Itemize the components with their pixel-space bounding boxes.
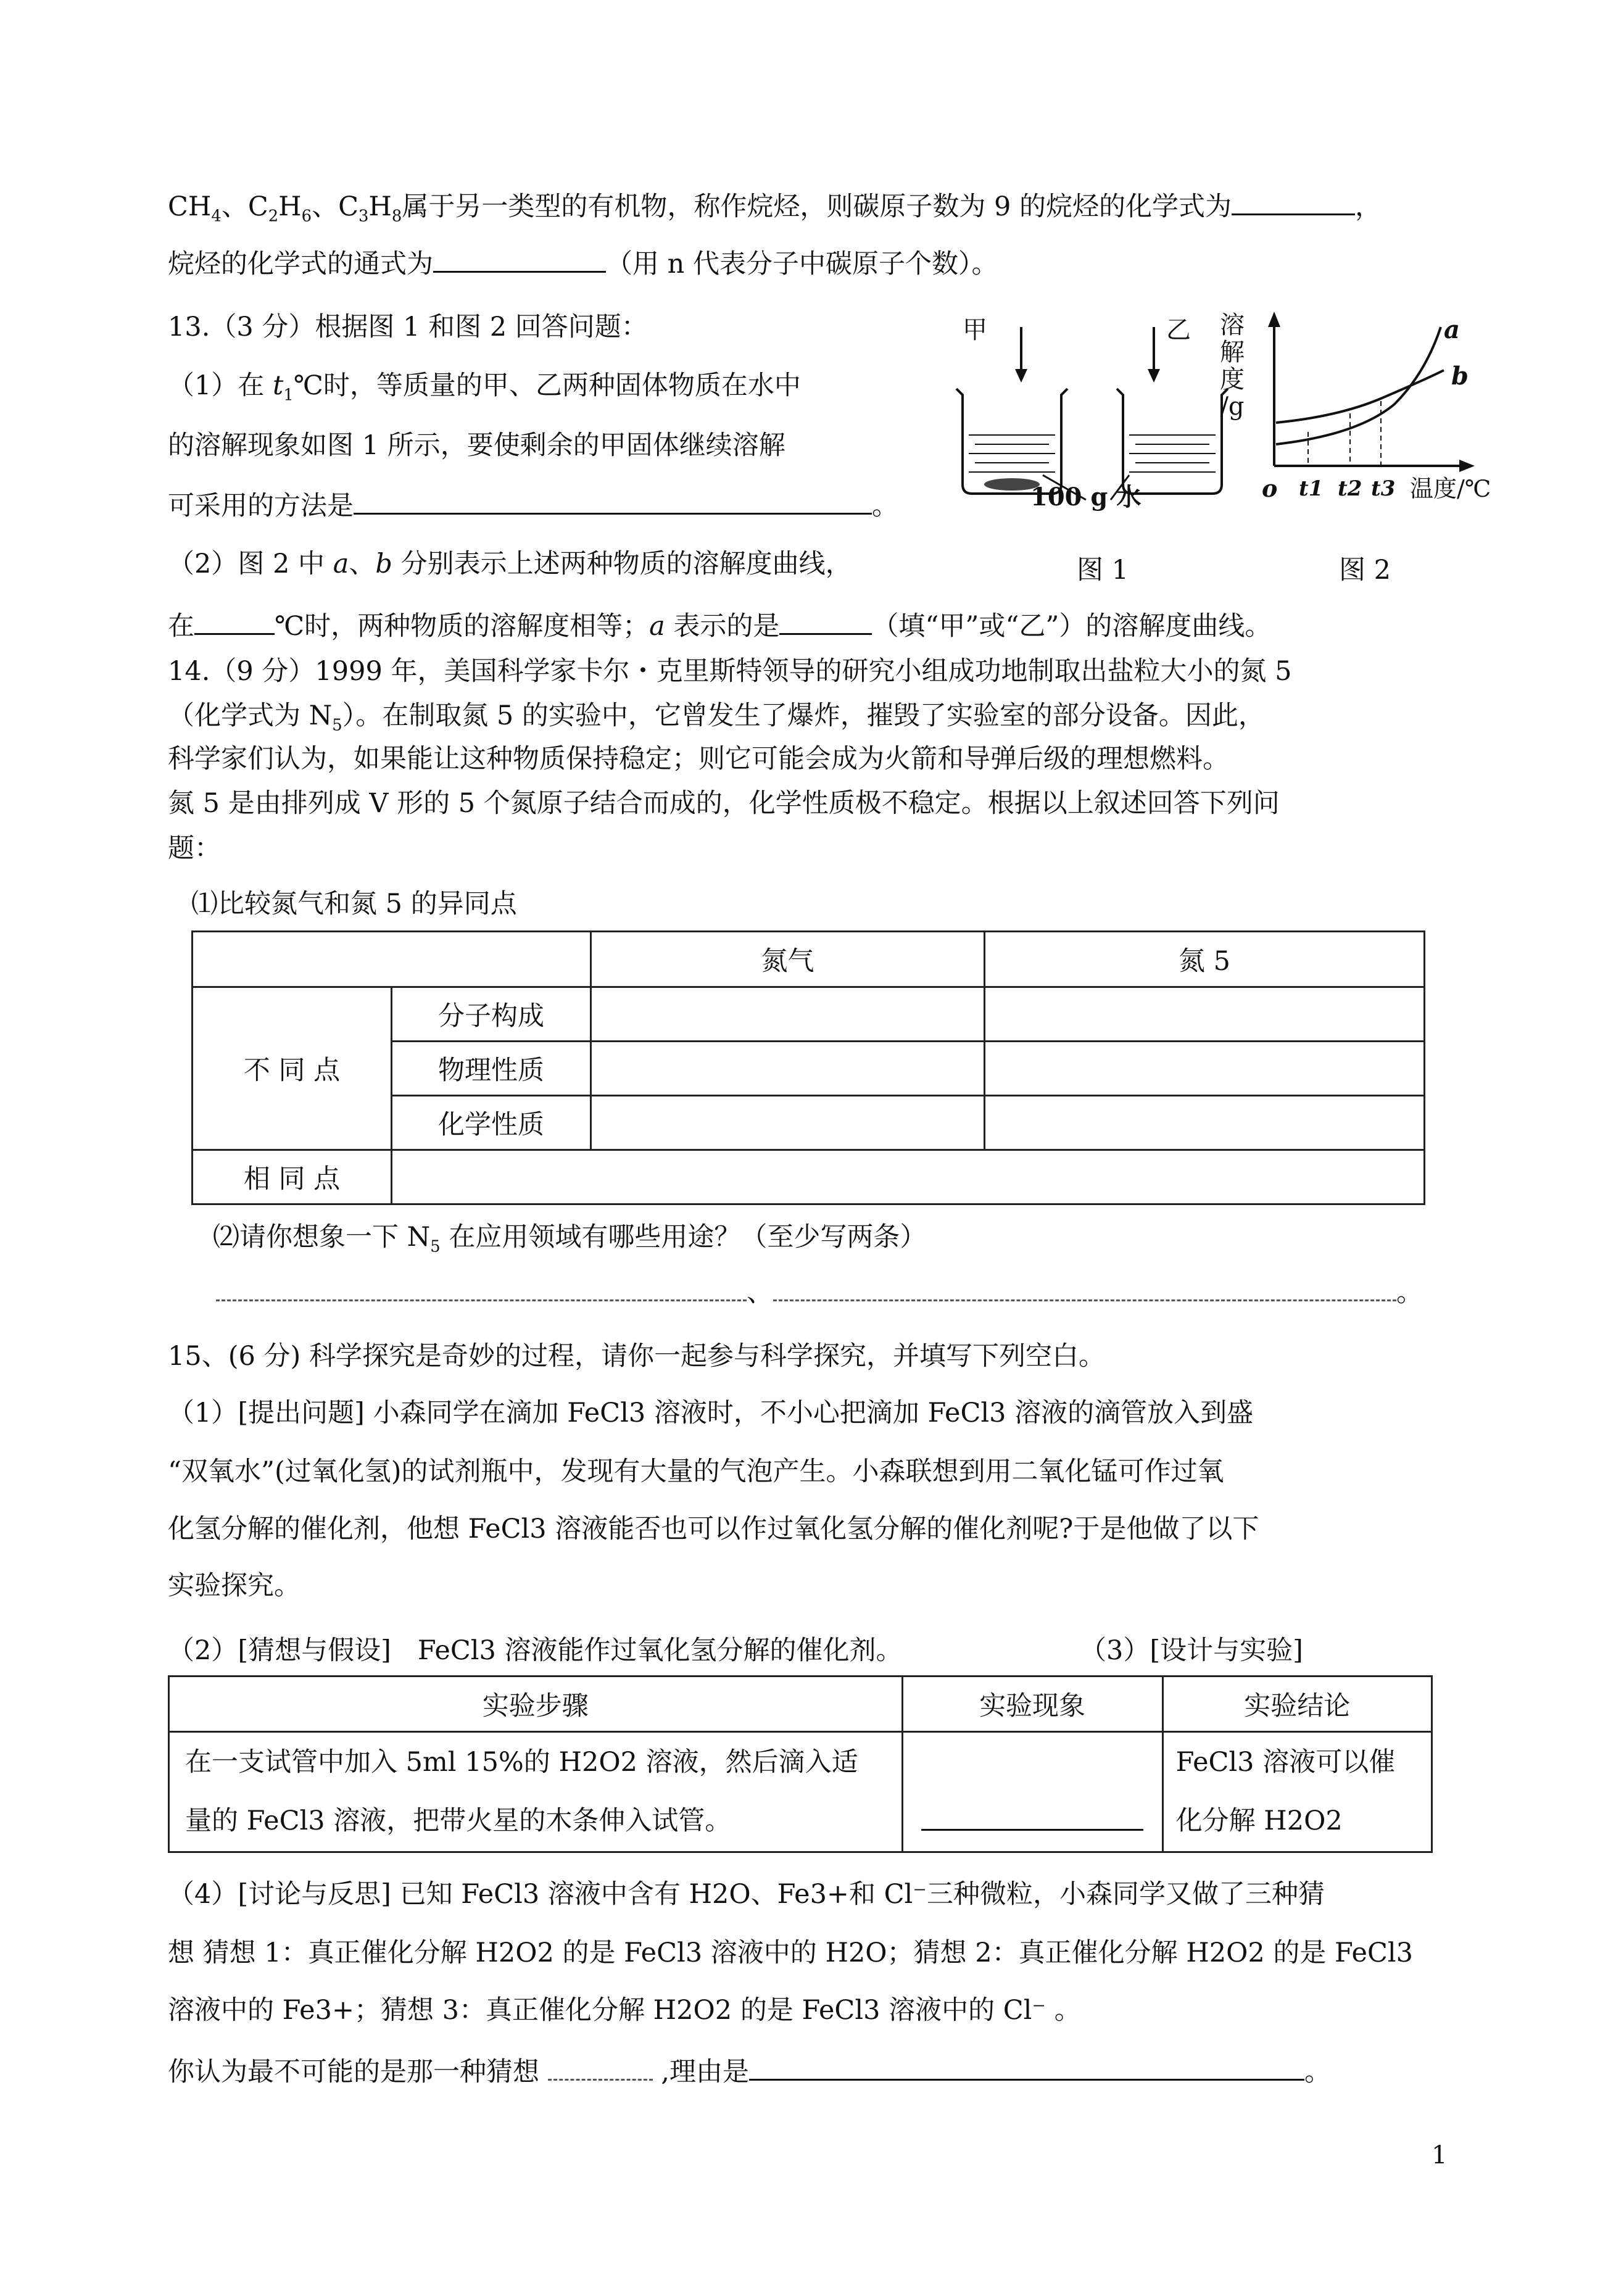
ylabel-char: 溶 [1220,311,1245,339]
q15-p9 [168,2054,1331,2091]
header-steps: 实验步骤 [169,1676,903,1732]
cell-conclusion [1162,1732,1432,1852]
q15-p3: 化氢分解的催化剂，他想 FeCl3 溶液能否也可以作过氧化氢分解的催化剂呢?于是他做了以下 [168,1514,1259,1544]
text: 在应用领域有哪些用途？（至少写两条） [440,1222,927,1253]
q15-p7: 想 猜想 1：真正催化分解 H2O2 的是 FeCl3 溶液中的 H2O；猜想 2：真正催化分解 H2O2 的是 FeCl3 [168,1938,1413,1968]
text: 。 [872,491,898,521]
text: H [368,191,392,222]
text: 。 [1396,1277,1423,1308]
step-line: 在一支试管中加入 5ml 15%的 H2O2 溶液，然后滴入适 [185,1747,858,1778]
experiment-table [168,1675,1433,1853]
n2-n5-comparison-table [191,930,1425,1205]
row-label-molecular: 分子构成 [392,987,591,1042]
italic-a: a [649,611,665,642]
cell-n5-chemical[interactable] [985,1096,1425,1150]
caption-figure-1: 图 1 [1077,555,1129,586]
text: 、C [221,191,268,222]
answer-blank-phenomenon[interactable] [921,1823,1143,1831]
text: 分别表示上述两种物质的溶解度曲线， [392,549,852,579]
text: （2）图 2 中 [168,549,333,579]
q13-p1-line2: 的溶解现象如图 1 所示，要使剩余的甲固体继续溶解 [168,430,785,461]
text: 、 [349,549,376,579]
tick-t1: t1 [1299,476,1324,501]
q12-line1 [168,188,1382,235]
curve-b [1276,370,1444,423]
text: （1）在 [168,370,273,401]
q15-p5-a: （2）[猜想与假设] FeCl3 溶液能作过氧化氢分解的催化剂。 [168,1635,903,1666]
text: 、C [312,191,358,222]
curve-a-label: a [1444,315,1460,344]
q15-p2: “双氧水”(过氧化氢)的试剂瓶中，发现有大量的气泡产生。小森联想到用二氧化锰可作过氧 [168,1456,1224,1487]
text: ⑵请你想象一下 N [213,1222,431,1253]
answer-blank-least-likely[interactable] [548,2057,653,2081]
cell-n5-molecular[interactable] [985,987,1425,1042]
beaker-yi [1117,389,1228,494]
conclusion-line: FeCl3 溶液可以催 [1175,1747,1396,1778]
q14-sub2 [213,1219,926,1266]
water-lines-yi [1129,435,1216,472]
ylabel-char: 解 [1220,338,1245,367]
cell-same-points[interactable] [392,1150,1425,1204]
text: ）。在制取氮 5 的实验中，它曾发生了爆炸，摧毁了实验室的部分设备。因此， [342,700,1265,731]
answer-blank-jia-or-yi[interactable] [779,608,872,635]
q14-answer-line [216,1274,1423,1311]
q13-p2-line2 [168,608,1271,645]
label-jia: 甲 [963,316,987,344]
cell-n2-chemical[interactable] [591,1096,985,1150]
sub: 4 [211,207,222,226]
q13-p1-line1 [168,367,801,414]
text: ， [1355,191,1382,222]
text: （化学式为 N [168,700,333,731]
text: ℃时，等质量的甲、乙两种固体物质在水中 [293,370,801,401]
answer-blank-use-1[interactable] [216,1277,747,1301]
row-label-physical: 物理性质 [392,1042,591,1096]
header-phenomenon: 实验现象 [902,1676,1162,1732]
answer-blank-reason[interactable] [749,2054,1304,2081]
sub: 3 [358,207,369,226]
header-conclusion: 实验结论 [1162,1676,1432,1732]
q12-line2 [168,246,998,283]
sub: 8 [391,207,402,226]
text: ,理由是 [652,2057,750,2087]
text: 烷烃的化学式的通式为 [168,249,433,280]
q15-p4: 实验探究。 [168,1570,300,1601]
text: 在 [168,611,194,642]
q15-p8: 溶液中的 Fe3+；猜想 3：真正催化分解 H2O2 的是 FeCl3 溶液中的 Cl⁻ 。 [168,1995,1081,2026]
text: H [278,191,302,222]
text: 你认为最不可能的是那一种猜想 [168,2057,548,2087]
row-label-chemical: 化学性质 [392,1096,591,1150]
answer-blank-temperature[interactable] [194,608,275,635]
header-n2: 氮气 [591,932,985,987]
curve-a [1276,327,1441,444]
ylabel-char: 度 [1220,365,1245,394]
q14-p1: 14.（9 分）1999 年，美国科学家卡尔・克里斯特领导的研究小组成功地制取出盐粒大小的氮 5 [168,656,1292,687]
text: 、 [747,1277,773,1308]
q14-p5: 题： [168,833,221,864]
q13-title: 13.（3 分）根据图 1 和图 2 回答问题： [168,312,648,342]
conclusion-line: 化分解 H2O2 [1175,1805,1343,1836]
caption-figure-2: 图 2 [1339,555,1391,586]
text: 表示的是 [665,611,780,642]
label-100g-water: 100 g 水 [1030,483,1142,512]
q14-p2 [168,697,1265,744]
text: （用 n 代表分子中碳原子个数）。 [606,249,998,280]
text: CH [168,191,212,222]
italic-a: a [333,549,349,579]
text: 。 [1304,2057,1332,2087]
same-label: 相 同 点 [193,1150,392,1204]
italic-t: t [273,370,284,401]
tick-t3: t3 [1371,476,1396,501]
text: 可采用的方法是 [168,491,354,521]
water-lines-jia [969,435,1055,472]
q14-p3: 科学家们认为，如果能让这种物质保持稳定；则它可能会成为火箭和导弹后级的理想燃料。 [168,744,1229,774]
q14-sub1: ⑴比较氮气和氮 5 的异同点 [191,889,517,919]
label-yi: 乙 [1166,316,1191,344]
sub: 6 [301,207,312,226]
table-corner [193,932,591,987]
text: ℃时，两种物质的溶解度相等； [275,611,650,642]
sub: 1 [283,386,294,405]
cell-n2-molecular[interactable] [591,987,985,1042]
cell-n2-physical[interactable] [591,1042,985,1096]
cell-steps [169,1732,903,1852]
text: 属于另一类型的有机物，称作烷烃，则碳原子数为 9 的烷烃的化学式为 [402,191,1232,222]
answer-blank-general-formula[interactable] [433,246,606,273]
origin-label: o [1262,475,1278,502]
sub: 5 [430,1237,441,1256]
q15-title: 15、(6 分) 科学探究是奇妙的过程，请你一起参与科学探究，并填写下列空白。 [168,1341,1105,1372]
q15-p1: （1）[提出问题] 小森同学在滴加 FeCl3 溶液时，不小心把滴加 FeCl3 溶液的滴管放入到盛 [168,1398,1254,1428]
q13-p2-line1 [168,545,852,582]
sub: 2 [268,207,279,226]
q13-p1-line3 [168,487,898,524]
italic-b: b [375,549,392,579]
answer-blank-use-2[interactable] [773,1277,1396,1301]
y-axis-label [1217,312,1248,420]
beaker-jia [956,389,1067,494]
curve-b-label: b [1451,362,1469,391]
cell-n5-physical[interactable] [985,1042,1425,1096]
sub: 5 [332,716,342,735]
diff-label: 不 同 点 [193,987,392,1150]
q15-p5-b: （3）[设计与实验] [1080,1635,1303,1666]
ylabel-char: /g [1220,392,1245,421]
q14-p4: 氮 5 是由排列成 V 形的 5 个氮原子结合而成的，化学性质极不稳定。根据以上叙述回答下列问 [168,788,1280,819]
tick-t2: t2 [1338,476,1362,501]
step-line: 量的 FeCl3 溶液，把带火星的木条伸入试管。 [185,1805,732,1836]
cell-phenomenon[interactable] [902,1732,1162,1852]
q15-p6: （4）[讨论与反思] 已知 FeCl3 溶液中含有 H2O、Fe3+和 Cl⁻三种微粒，小森同学又做了三种猜 [168,1879,1325,1910]
text: （填“甲”或“乙”）的溶解度曲线。 [872,611,1272,642]
header-n5: 氮 5 [985,932,1425,987]
answer-blank-dissolve-method[interactable] [354,488,872,515]
x-axis-label: 温度/℃ [1410,475,1491,502]
answer-blank-alkane-formula[interactable] [1232,189,1355,215]
page-number: 1 [1432,2141,1448,2170]
